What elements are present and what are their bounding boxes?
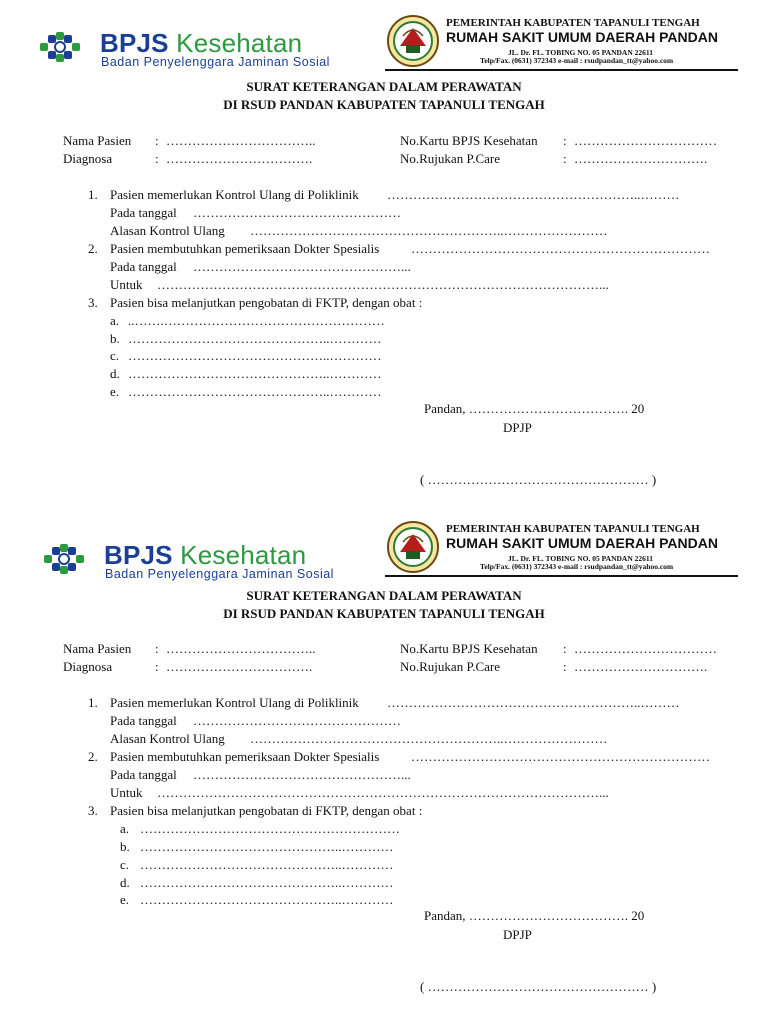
field-diagnosa[interactable]: ……………………………. bbox=[166, 151, 313, 166]
label-pada-tanggal: Pada tanggal bbox=[110, 767, 177, 782]
label-no-rujukan: No.Rujukan P.Care bbox=[400, 151, 501, 166]
doc-title-1: SURAT KETERANGAN DALAM PERAWATAN bbox=[246, 588, 522, 603]
item-number: 1. bbox=[88, 187, 98, 202]
obat-letter: c. bbox=[120, 857, 130, 872]
brand-b: Kesehatan bbox=[180, 540, 307, 570]
field-obat-e[interactable]: ………………………………………..………… bbox=[140, 892, 394, 907]
colon: : bbox=[563, 659, 567, 674]
sign-name[interactable]: ( …………………………………………… ) bbox=[420, 472, 657, 487]
letterhead-rule bbox=[385, 69, 738, 71]
doc-title-2: DI RSUD PANDAN KABUPATEN TAPANULI TENGAH bbox=[223, 97, 545, 112]
field-tanggal-kontrol[interactable]: ………………………………………… bbox=[193, 205, 401, 220]
label-no-rujukan: No.Rujukan P.Care bbox=[400, 659, 501, 674]
item-kontrol-ulang: Pasien memerlukan Kontrol Ulang di Poliklinik bbox=[110, 187, 359, 202]
brand-b: Kesehatan bbox=[176, 28, 303, 58]
field-untuk[interactable]: …………………………………………………………………………………………... bbox=[157, 785, 609, 800]
colon: : bbox=[155, 151, 159, 166]
kop-line-1: PEMERINTAH KABUPATEN TAPANULI TENGAH bbox=[446, 523, 700, 535]
label-pada-tanggal: Pada tanggal bbox=[110, 713, 177, 728]
hospital-letterhead bbox=[384, 14, 738, 68]
field-dokter-spesialis[interactable]: …………………………………………………………… bbox=[411, 749, 710, 764]
doc-title-1: SURAT KETERANGAN DALAM PERAWATAN bbox=[246, 79, 522, 94]
item-dokter-spesialis: Pasien membutuhkan pemeriksaan Dokter Spesialis bbox=[110, 749, 380, 764]
colon: : bbox=[563, 641, 567, 656]
label-untuk: Untuk bbox=[110, 785, 143, 800]
kop-line-3: JL. Dr. FL. TOBING NO. 05 PANDAN 22611 bbox=[508, 554, 653, 563]
field-nama-pasien[interactable]: …………………………….. bbox=[166, 641, 316, 656]
bpjs-tagline: Badan Penyelenggara Jaminan Sosial bbox=[105, 567, 334, 581]
label-no-kartu: No.Kartu BPJS Kesehatan bbox=[400, 641, 538, 656]
field-tanggal-spesialis[interactable]: …………………………………………... bbox=[193, 767, 411, 782]
field-obat-b[interactable]: ………………………………………..………… bbox=[128, 331, 382, 346]
obat-letter: a. bbox=[110, 313, 120, 328]
item-number: 2. bbox=[88, 749, 98, 764]
bpjs-logo bbox=[40, 542, 340, 584]
field-nama-pasien[interactable]: …………………………….. bbox=[166, 133, 316, 148]
item-dokter-spesialis: Pasien membutuhkan pemeriksaan Dokter Spesialis bbox=[110, 241, 380, 256]
item-fktp: Pasien bisa melanjutkan pengobatan di FKTP, dengan obat : bbox=[110, 803, 423, 818]
item-number: 1. bbox=[88, 695, 98, 710]
label-alasan: Alasan Kontrol Ulang bbox=[110, 223, 225, 238]
obat-letter: b. bbox=[120, 839, 130, 854]
sign-place-date[interactable]: Pandan, ………………………………. 20 bbox=[424, 401, 645, 416]
field-obat-c[interactable]: ………………………………………..………… bbox=[140, 857, 394, 872]
item-number: 2. bbox=[88, 241, 98, 256]
label-diagnosa: Diagnosa bbox=[63, 659, 113, 674]
field-alasan[interactable]: …………………………………………………..…………………… bbox=[250, 731, 608, 746]
item-number: 3. bbox=[88, 295, 98, 310]
field-diagnosa[interactable]: ……………………………. bbox=[166, 659, 313, 674]
label-pada-tanggal: Pada tanggal bbox=[110, 259, 177, 274]
label-alasan: Alasan Kontrol Ulang bbox=[110, 731, 225, 746]
kop-line-2: RUMAH SAKIT UMUM DAERAH PANDAN bbox=[446, 29, 718, 45]
sign-dpjp: DPJP bbox=[503, 927, 532, 942]
label-nama-pasien: Nama Pasien bbox=[63, 641, 132, 656]
field-no-rujukan[interactable]: …………………………. bbox=[574, 151, 708, 166]
sign-place-date[interactable]: Pandan, ………………………………. 20 bbox=[424, 908, 645, 923]
obat-letter: a. bbox=[120, 821, 130, 836]
obat-letter: c. bbox=[110, 348, 120, 363]
label-no-kartu: No.Kartu BPJS Kesehatan bbox=[400, 133, 538, 148]
colon: : bbox=[155, 641, 159, 656]
bpjs-emblem-icon bbox=[40, 542, 94, 584]
obat-letter: e. bbox=[120, 892, 130, 907]
field-obat-e[interactable]: ………………………………………..………… bbox=[128, 384, 382, 399]
obat-letter: e. bbox=[110, 384, 120, 399]
field-untuk[interactable]: …………………………………………………………………………………………... bbox=[157, 277, 609, 292]
regency-seal-icon bbox=[386, 14, 440, 68]
field-obat-d[interactable]: ………………………………………..………… bbox=[128, 366, 382, 381]
field-obat-a[interactable]: …………………………………………………… bbox=[140, 821, 400, 836]
field-alasan[interactable]: …………………………………………………..…………………… bbox=[250, 223, 608, 238]
letterhead-rule bbox=[385, 575, 738, 577]
field-no-kartu[interactable]: …………………………… bbox=[574, 133, 717, 148]
colon: : bbox=[155, 133, 159, 148]
item-kontrol-ulang: Pasien memerlukan Kontrol Ulang di Poliklinik bbox=[110, 695, 359, 710]
kop-line-2: RUMAH SAKIT UMUM DAERAH PANDAN bbox=[446, 535, 718, 551]
field-obat-a[interactable]: ..…….…………………………………………… bbox=[128, 313, 385, 328]
field-no-kartu[interactable]: …………………………… bbox=[574, 641, 717, 656]
obat-letter: b. bbox=[110, 331, 120, 346]
field-dokter-spesialis[interactable]: …………………………………………………………… bbox=[411, 241, 710, 256]
form-sheet-2 bbox=[0, 512, 768, 1024]
kop-line-4: Telp/Fax. (0631) 372343 e-mail : rsudpandan_tt@yahoo.com bbox=[480, 562, 674, 571]
label-pada-tanggal: Pada tanggal bbox=[110, 205, 177, 220]
regency-seal-icon bbox=[386, 520, 440, 574]
field-obat-b[interactable]: ………………………………………..………… bbox=[140, 839, 394, 854]
item-number: 3. bbox=[88, 803, 98, 818]
bpjs-tagline: Badan Penyelenggara Jaminan Sosial bbox=[101, 55, 330, 69]
doc-title-2: DI RSUD PANDAN KABUPATEN TAPANULI TENGAH bbox=[223, 606, 545, 621]
label-diagnosa: Diagnosa bbox=[63, 151, 113, 166]
colon: : bbox=[155, 659, 159, 674]
hospital-letterhead bbox=[384, 520, 738, 574]
sign-name[interactable]: ( …………………………………………… ) bbox=[420, 979, 657, 994]
field-no-rujukan[interactable]: …………………………. bbox=[574, 659, 708, 674]
label-nama-pasien: Nama Pasien bbox=[63, 133, 132, 148]
obat-letter: d. bbox=[120, 875, 130, 890]
field-poliklinik[interactable]: …………………………………………………..……… bbox=[387, 695, 680, 710]
colon: : bbox=[563, 133, 567, 148]
label-untuk: Untuk bbox=[110, 277, 143, 292]
colon: : bbox=[563, 151, 567, 166]
bpjs-emblem-icon bbox=[36, 30, 90, 72]
obat-letter: d. bbox=[110, 366, 120, 381]
brand-a: BPJS bbox=[100, 28, 169, 58]
field-tanggal-kontrol[interactable]: ………………………………………… bbox=[193, 713, 401, 728]
kop-line-1: PEMERINTAH KABUPATEN TAPANULI TENGAH bbox=[446, 17, 700, 29]
bpjs-logo bbox=[36, 30, 336, 72]
field-poliklinik[interactable]: …………………………………………………..……… bbox=[387, 187, 680, 202]
item-fktp: Pasien bisa melanjutkan pengobatan di FKTP, dengan obat : bbox=[110, 295, 423, 310]
kop-line-3: JL. Dr. FL. TOBING NO. 05 PANDAN 22611 bbox=[508, 48, 653, 57]
field-obat-d[interactable]: ………………………………………..………… bbox=[140, 875, 394, 890]
kop-line-4: Telp/Fax. (0631) 372343 e-mail : rsudpandan_tt@yahoo.com bbox=[480, 56, 674, 65]
brand-a: BPJS bbox=[104, 540, 173, 570]
sign-dpjp: DPJP bbox=[503, 420, 532, 435]
field-obat-c[interactable]: ………………………………………..………… bbox=[128, 348, 382, 363]
field-tanggal-spesialis[interactable]: …………………………………………... bbox=[193, 259, 411, 274]
